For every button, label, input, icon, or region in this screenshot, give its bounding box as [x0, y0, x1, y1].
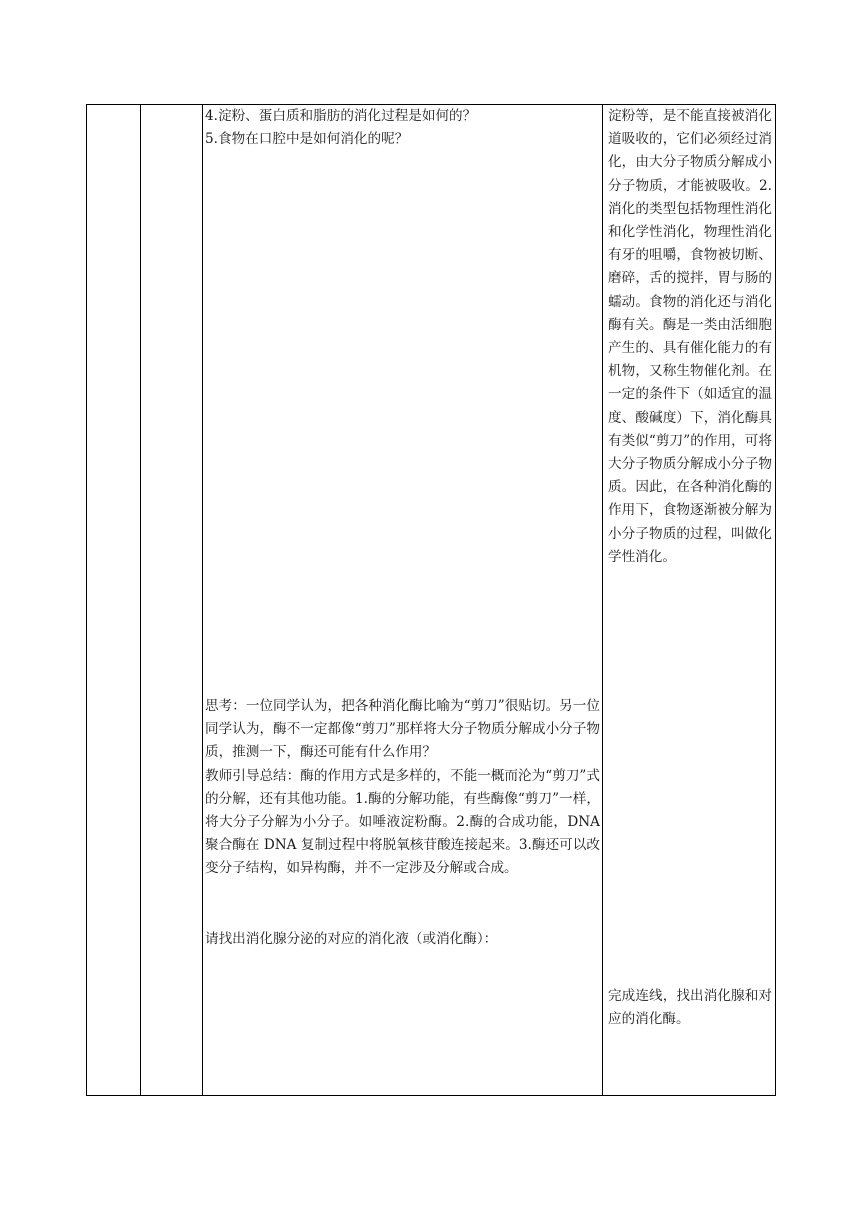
question-5: 5.食物在口腔中是如何消化的呢？: [205, 131, 409, 148]
column-divider-1: [140, 105, 141, 1095]
lesson-table: [86, 104, 776, 1096]
student-activity-cell: [602, 105, 776, 1095]
matching-task: 请找出消化腺分泌的对应的消化液（或消化酶）：: [205, 931, 498, 947]
teaching-content-cell: [202, 105, 602, 1095]
teacher-summary: 教师引导总结：酶的作用方式是多样的，不能一概而沦为“剪刀”式的分解，还有其他功能。1.酶的分解功能，有些酶像“剪刀”一样，将大分子分解为小分子。如唾液淀粉酶。2.酶的合成功能，DNA 聚合酶在 DNA 复制过程中将脱氧核苷酸连接起来。3.酶还可以改变分子结构，如异构酶，并不一定涉及分解或合成。: [205, 767, 600, 877]
matching-activity: 完成连线，找出消化腺和对应的消化酶。: [608, 988, 772, 1028]
digestion-explanation: 淀粉等，是不能直接被消化道吸收的，它们必须经过消化，由大分子物质分解成小分子物质，才能被吸收。2.消化的类型包括物理性消化和化学性消化，物理性消化有牙的咀嚼，食物被切断、磨碎，舌的搅拌，胃与肠的蠕动。食物的消化还与消化酶有关。酶是一类由活细胞产生的、具有催化能力的有机物，又称生物催化剂。在一定的条件下（如适宜的温度、酸碱度）下，消化酶具有类似“剪刀”的作用，可将大分子物质分解成小分子物质。因此，在各种消化酶的作用下，食物逐渐被分解为小分子物质的过程，叫做化学性消化。: [608, 108, 772, 565]
question-4: 4.淀粉、蛋白质和脂肪的消化过程是如何的？: [205, 108, 477, 124]
thinking-question: 思考：一位同学认为，把各种消化酶比喻为“剪刀”很贴切。另一位同学认为，酶不一定都像“剪刀”那样将大分子物质分解成小分子物质，推测一下，酶还可能有什么作用？: [205, 698, 600, 761]
